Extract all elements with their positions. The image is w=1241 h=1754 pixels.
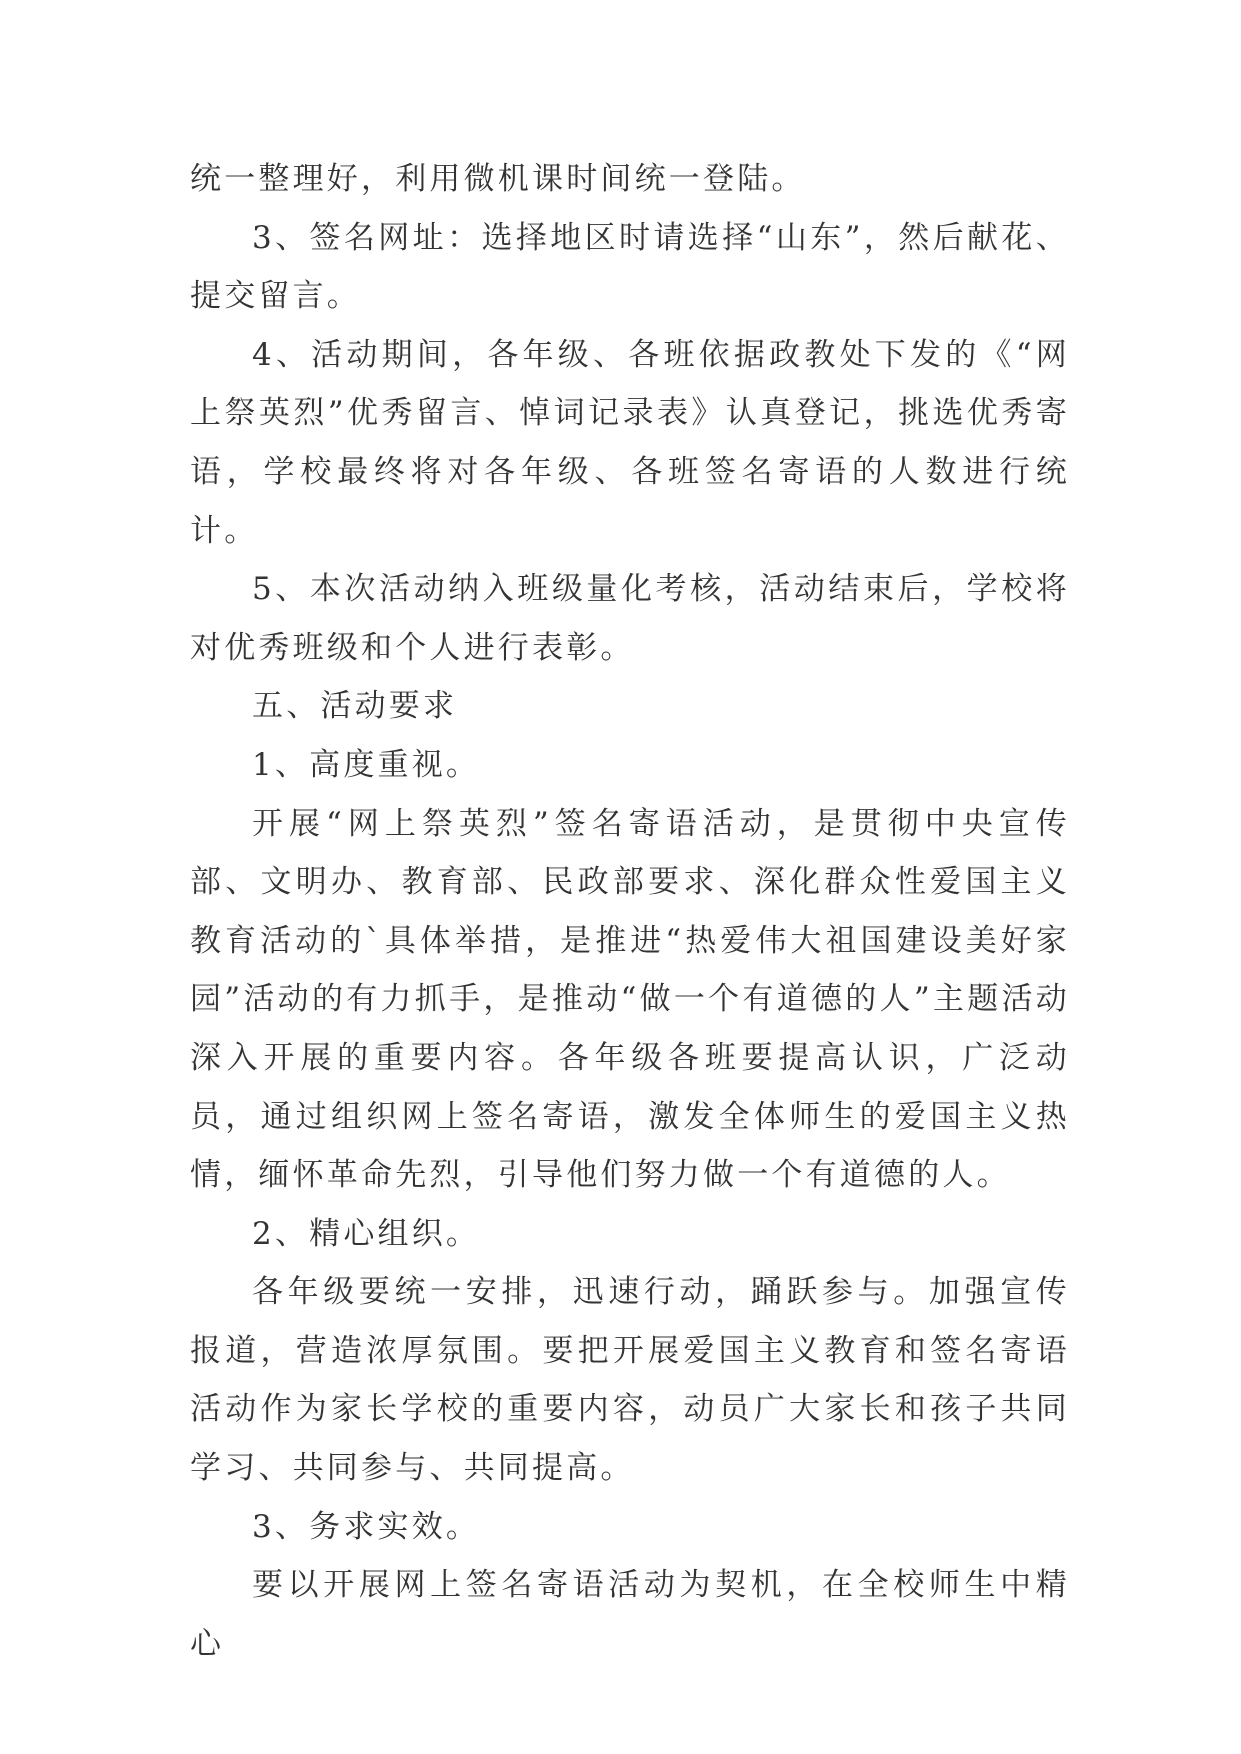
paragraph: 5、本次活动纳入班级量化考核，活动结束后，学校将对优秀班级和个人进行表彰。 <box>190 571 1070 666</box>
subsection-heading: 3、务求实效。 <box>252 1508 481 1545</box>
paragraph: 开展“网上祭英烈”签名寄语活动，是贯彻中央宣传部、文明办、教育部、民政部要求、深化群众性爱国主义教育活动的`具体举措，是推进“热爱伟大祖国建设美好家园”活动的有力抓手，是推动“做一个有道德的人”主题活动深入开展的重要内容。各年级各班要提高认识，广泛动员，通过组织网上签名寄语，激发全体师生的爱国主义热情，缅怀革命先烈，引导他们努力做一个有道德的人。 <box>190 805 1070 1194</box>
document-body <box>190 150 1070 1673</box>
section-heading: 五、活动要求 <box>252 688 458 725</box>
paragraph: 4、活动期间，各年级、各班依据政教处下发的《“网上祭英烈”优秀留言、悼词记录表》认真登记，挑选优秀寄语，学校最终将对各年级、各班签名寄语的人数进行统计。 <box>190 336 1070 549</box>
paragraph: 要以开展网上签名寄语活动为契机，在全校师生中精心 <box>190 1567 1070 1662</box>
subsection-heading: 1、高度重视。 <box>252 746 481 783</box>
subsection-heading: 2、精心组织。 <box>252 1215 481 1252</box>
paragraph: 3、签名网址：选择地区时请选择“山东”，然后献花、提交留言。 <box>190 219 1070 315</box>
paragraph: 各年级要统一安排，迅速行动，踊跃参与。加强宣传报道，营造浓厚氛围。要把开展爱国主义教育和签名寄语活动作为家长学校的重要内容，动员广大家长和孩子共同学习、共同参与、共同提高。 <box>190 1274 1070 1487</box>
paragraph: 统一整理好，利用微机课时间统一登陆。 <box>190 161 806 197</box>
